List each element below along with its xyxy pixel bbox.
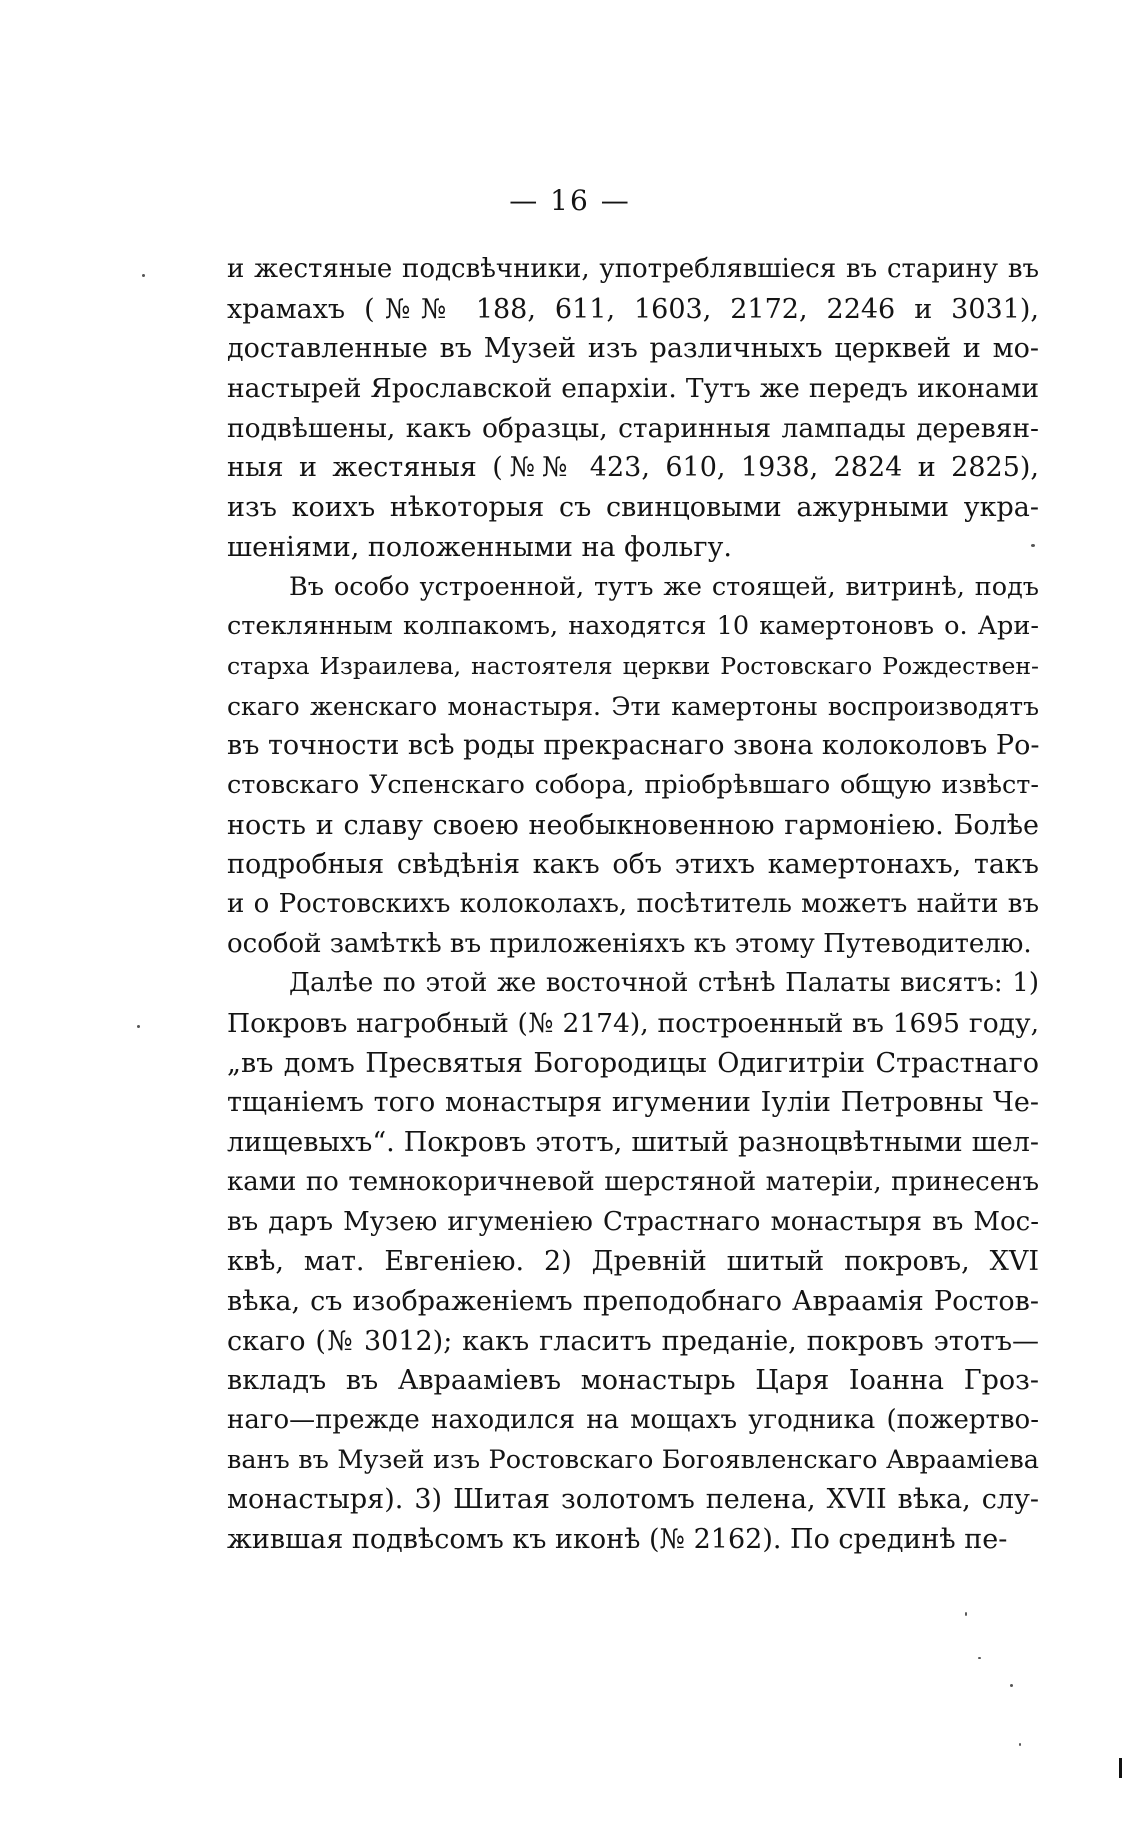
text-line: квѣ, мат. Евгеніею. 2) Древній шитый покровъ, XVI (227, 1246, 1039, 1278)
scan-speck (978, 1657, 981, 1659)
text-line: особой замѣткѣ въ приложеніяхъ къ этому Путеводителю. (227, 928, 1032, 959)
text-line: и о Ростовскихъ колоколахъ, посѣтитель можетъ найти въ (227, 889, 1039, 919)
text-line: стеклянным колпакомъ, находятся 10 камертоновъ о. Ари- (227, 611, 1039, 642)
scan-speck (1019, 1743, 1021, 1746)
text-line: доставленные въ Музей изъ различныхъ церквей и мо- (227, 333, 1039, 365)
scan-speck (965, 1612, 967, 1616)
text-line: подвѣшены, какъ образцы, старинныя лампады деревян- (227, 412, 1039, 444)
text-line: изъ коихъ нѣкоторыя съ свинцовыми ажурными укра- (227, 492, 1039, 524)
text-line: наго—прежде находился на мощахъ угодника (пожертво- (227, 1404, 1039, 1435)
text-line: въ даръ Музею игуменіею Страстнаго монастыря въ Мос- (227, 1206, 1039, 1237)
text-line: ванъ въ Музей изъ Ростовскаго Богоявленскаго Авраамiева (227, 1444, 1039, 1475)
text-line: „въ домъ Пресвятыя Богородицы Одигитріи Страстнаго (227, 1047, 1039, 1079)
text-line: Далѣе по этой же восточной стѣнѣ Палаты висятъ: 1) (289, 968, 1039, 999)
text-line: въ точности всѣ роды прекраснаго звона колоколовъ Ро- (227, 730, 1039, 762)
text-line: монастыря). 3) Шитая золотомъ пелена, XVII вѣка, слу- (227, 1484, 1039, 1516)
text-line: подробныя свѣдѣнія какъ объ этихъ камертонахъ, такъ (227, 849, 1039, 881)
text-line: тщаніемъ того монастыря игумении Іуліи Петровны Че- (227, 1087, 1039, 1119)
scan-edge-mark (1119, 1758, 1122, 1778)
text-line: ность и славу своею необыкновенною гармоніею. Болѣе (227, 809, 1039, 841)
text-line: стовскаго Успенскаго собора, пріобрѣвшаго общую извѣст- (227, 769, 1039, 800)
scan-speck (142, 274, 145, 277)
text-line: лищевыхъ“. Покровъ этотъ, шитый разноцвѣтными шел- (227, 1127, 1039, 1159)
text-line: вкладъ въ Авраамiевъ монастырь Царя Іоанна Гроз- (227, 1365, 1039, 1397)
text-line: ныя и жестяныя (№№ 423, 610, 1938, 2824 и 2825), (227, 452, 1039, 484)
text-line: Покровъ нагробный (№ 2174), построенный въ 1695 году, (227, 1008, 1039, 1040)
text-line: жившая подвѣсомъ къ иконѣ (№ 2162). По срединѣ пе- (227, 1524, 1008, 1555)
text-line: и жестяные подсвѣчники, употреблявшіеся въ старину въ (227, 254, 1039, 284)
text-line: шеніями, положенными на фольгу. (227, 531, 732, 563)
scan-speck (1010, 1684, 1013, 1687)
text-line: старха Израилева, настоятеля церкви Ростовскаго Рождествен- (227, 651, 1039, 680)
scan-speck (137, 1025, 140, 1028)
text-line: Въ особо устроенной, тутъ же стоящей, витринѣ, подъ (289, 571, 1039, 602)
text-line: вѣка, съ изображеніемъ преподобнаго Авраамія Ростов- (227, 1285, 1039, 1317)
text-line: скаго женскаго монастыря. Эти камертоны воспроизводятъ (227, 691, 1039, 721)
scan-speck (1031, 544, 1035, 547)
text-line: ками по темнокоричневой шерстяной матеріи, принесенъ (227, 1166, 1039, 1197)
body-text (227, 250, 1039, 1560)
text-line: настырей Ярославской епархіи. Тутъ же передъ иконами (227, 373, 1039, 405)
text-line: скаго (№ 3012); какъ гласитъ преданіе, покровъ этотъ— (227, 1325, 1039, 1357)
text-line: храмахъ (№№ 188, 611, 1603, 2172, 2246 и 3031), (227, 293, 1039, 325)
page-number: — 16 — (509, 184, 631, 217)
